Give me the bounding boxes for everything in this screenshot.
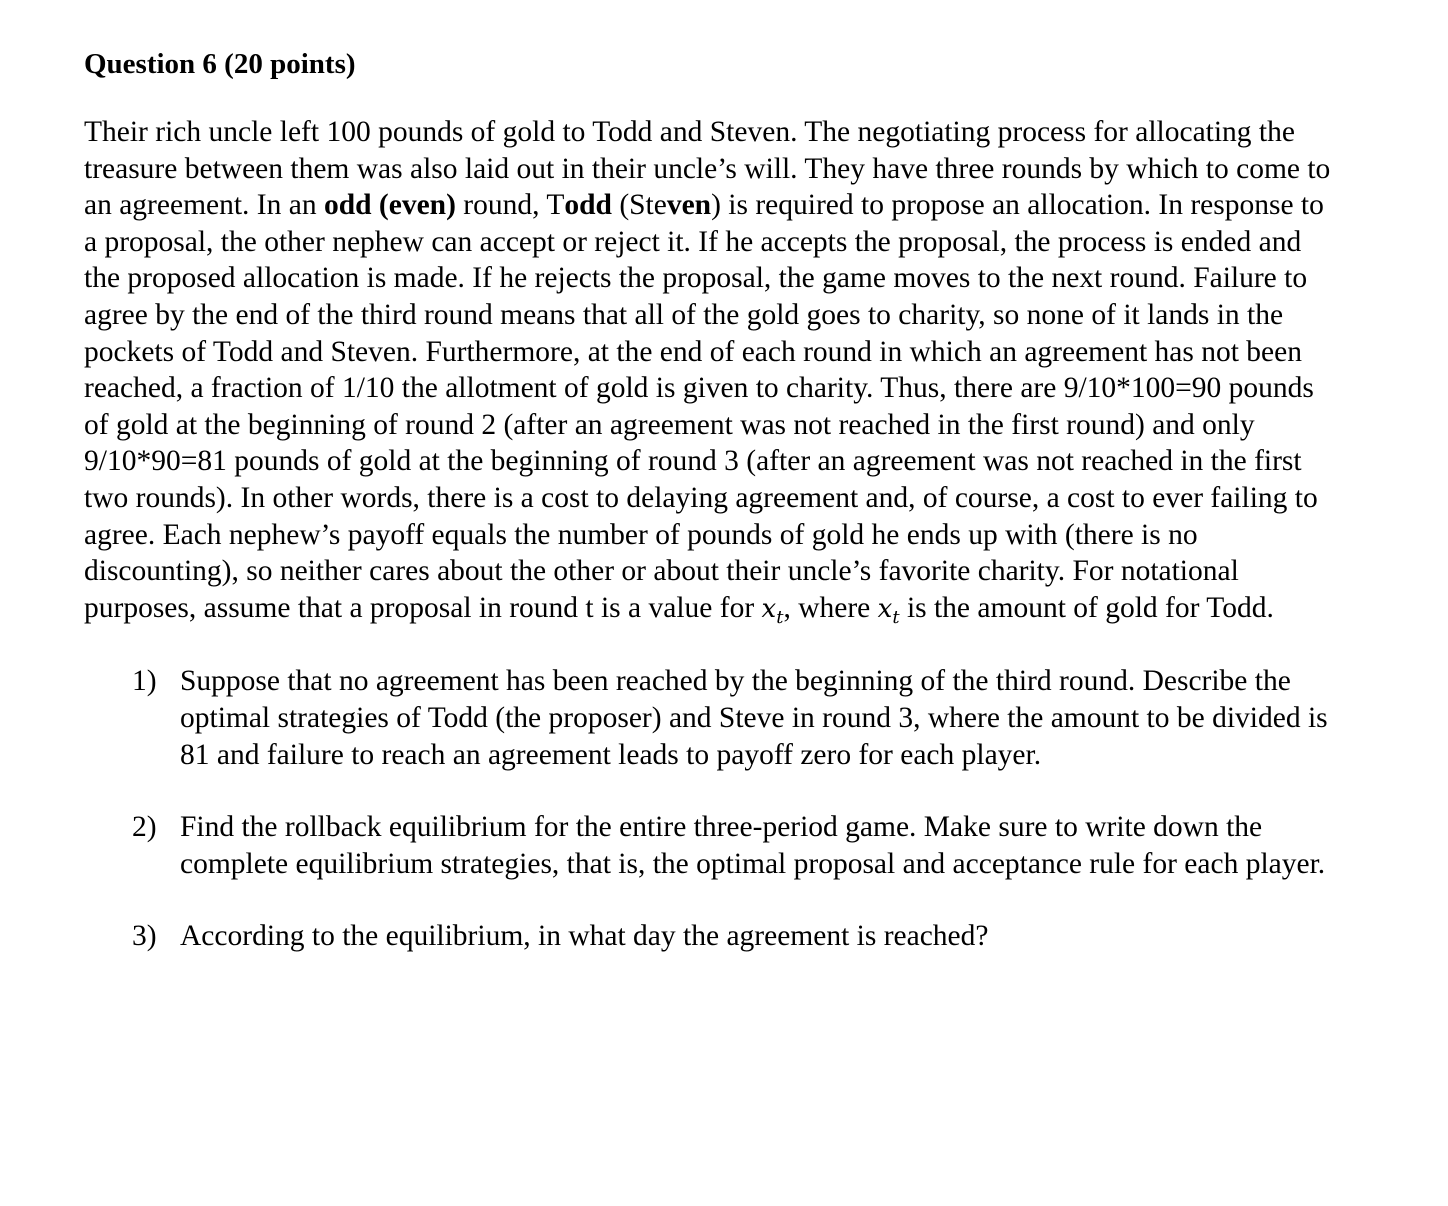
sub-question-text: Suppose that no agreement has been reached by the beginning of the third round. Describe the optimal strategies of Todd (the proposer) and Steve in round 3, where the amount to be divided is 81 and failure to reach an agreement leads to payoff zero for each player. (180, 665, 1328, 771)
math-x-t-second (877, 593, 900, 628)
math-x-t-first (761, 593, 784, 628)
sub-question-number: 1) (132, 665, 157, 698)
math-sub-t: t (892, 606, 900, 628)
sub-question-list (84, 663, 1334, 955)
math-var-x: x (877, 593, 893, 624)
statement-text-4: ) is required to propose an allocation. In response to a proposal, the other nephew can accept or reject it. If he accepts the proposal, the process is ended and the proposed allocation is made. If he rejects the proposal, the game moves to the next round. Failure to agree by the end of the third round means that all of the gold goes to charity, so none of it lands in the pockets of Todd and Steven. Furthermore, at the end of each round in which an agreement has not been reached, a fraction of 1/10 the allotment of gold is given to charity. Thus, there are 9/10*100=90 pounds of gold at the beginning of round 2 (after an agreement was not reached in the first round) and only 9/10*90=81 pounds of gold at the beginning of round 3 (after an agreement was not reached in the first two rounds). In other words, there is a cost to delaying agreement and, of course, a cost to ever failing to agree. Each nephew’s payoff equals the number of pounds of gold he ends up with (there is no discounting), so neither cares about the other or about their uncle’s favorite charity. For notational purposes, assume that a proposal in round t is a value for (84, 189, 1324, 624)
statement-bold-odd-even: odd (even) (323, 189, 456, 222)
sub-question-1 (132, 663, 1334, 773)
statement-text-3: (Ste (611, 189, 667, 222)
sub-question-text: According to the equilibrium, in what day the agreement is reached? (180, 920, 989, 953)
statement-text-2: round, T (455, 189, 565, 222)
statement-bold-ven: ven (666, 189, 712, 222)
sub-question-number: 3) (132, 920, 157, 953)
sub-question-3 (132, 918, 1334, 955)
sub-question-number: 2) (132, 811, 157, 844)
sub-question-text: Find the rollback equilibrium for the entire three-period game. Make sure to write down the complete equilibrium strategies, that is, the optimal proposal and acceptance rule for each player. (180, 811, 1326, 880)
statement-text-6: is the amount of gold for Todd. (899, 591, 1274, 624)
problem-statement (84, 114, 1334, 627)
math-var-x: x (761, 593, 777, 624)
document-page (84, 42, 1334, 991)
statement-text-1: Their rich uncle left 100 pounds of gold to Todd and Steven. The negotiating process for allocating the treasure between them was also laid out in their uncle’s will. They have three rounds by which to come to an agreement. In an (84, 116, 1331, 222)
math-sub-t: t (776, 606, 784, 628)
statement-bold-odd: odd (564, 189, 612, 222)
sub-question-2 (132, 809, 1334, 882)
statement-text-5: , where (783, 591, 878, 624)
question-heading: Question 6 (20 points) (84, 48, 356, 80)
